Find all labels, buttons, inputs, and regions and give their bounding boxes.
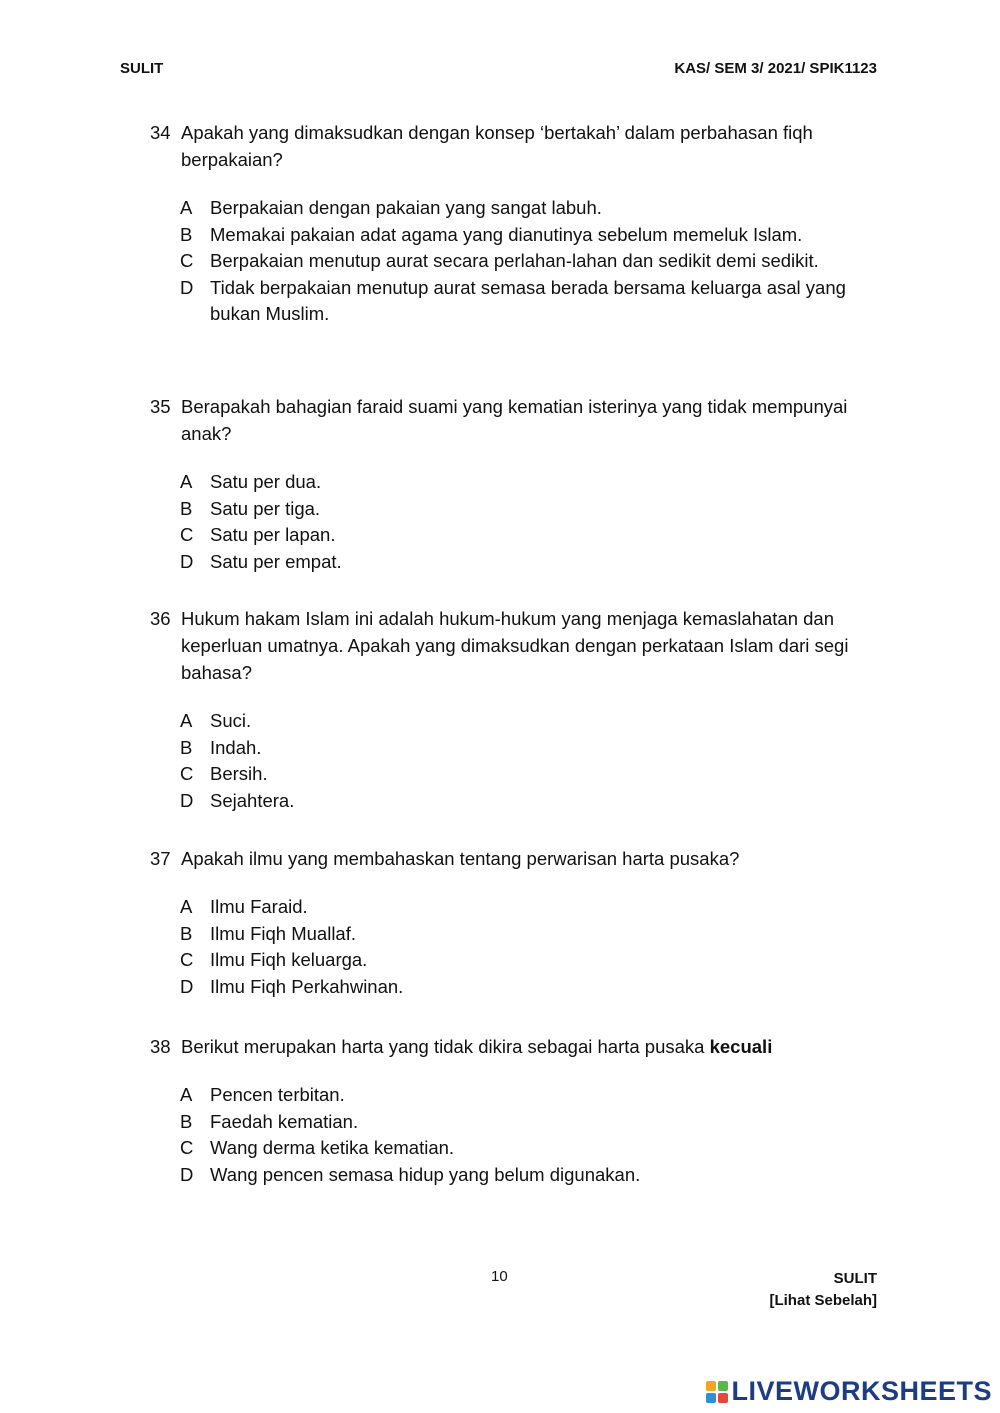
- option-b[interactable]: [180, 921, 880, 948]
- option-text: Memakai pakaian adat agama yang dianutinya sebelum memeluk Islam.: [210, 223, 803, 245]
- liveworksheets-logo[interactable]: [706, 1376, 992, 1407]
- question-number: 38: [150, 1036, 171, 1057]
- option-b[interactable]: [180, 735, 880, 762]
- question-text-main: Berikut merupakan harta yang tidak dikira sebagai harta pusaka: [181, 1036, 705, 1057]
- option-c[interactable]: [180, 761, 880, 788]
- question-text: Berapakah bahagian faraid suami yang kematian isterinya yang tidak mempunyai anak?: [181, 396, 848, 444]
- option-text: Ilmu Faraid.: [210, 896, 308, 917]
- liveworksheets-wordmark: LIVEWORKSHEETS: [731, 1376, 992, 1406]
- option-text: Berpakaian dengan pakaian yang sangat labuh.: [210, 197, 602, 218]
- option-letter: C: [180, 949, 194, 970]
- option-letter: B: [180, 922, 193, 944]
- option-list: [180, 1082, 880, 1188]
- logo-tile: [706, 1381, 716, 1391]
- option-text: Ilmu Fiqh keluarga.: [210, 949, 368, 970]
- question-emphasis: kecuali: [709, 1036, 773, 1057]
- footer-right: [769, 1268, 877, 1312]
- option-text: Tidak berpakaian menutup aurat semasa berada bersama keluarga asal yang bukan Muslim.: [210, 276, 846, 324]
- footer-next-page: [Lihat Sebelah]: [769, 1292, 877, 1309]
- option-letter: B: [180, 1110, 193, 1132]
- footer-sulit: SULIT: [833, 1270, 877, 1287]
- question-number: 37: [150, 848, 171, 869]
- option-c[interactable]: [180, 248, 880, 275]
- option-letter: A: [180, 896, 193, 917]
- question-34: [150, 119, 880, 328]
- logo-tile: [718, 1381, 728, 1391]
- option-letter: A: [180, 197, 193, 218]
- header-sulit: SULIT: [120, 60, 164, 77]
- option-letter: D: [180, 1163, 194, 1185]
- option-text: Satu per empat.: [210, 550, 342, 572]
- option-text: Ilmu Fiqh Muallaf.: [210, 922, 356, 944]
- option-letter: B: [180, 736, 193, 758]
- option-list: [180, 708, 880, 814]
- question-36: [150, 605, 880, 814]
- liveworksheets-icon: [706, 1381, 728, 1403]
- option-text: Wang derma ketika kematian.: [210, 1137, 455, 1158]
- option-text: Satu per tiga.: [210, 497, 321, 519]
- option-letter: C: [180, 763, 194, 784]
- option-text: Indah.: [210, 736, 262, 758]
- option-letter: C: [180, 250, 194, 271]
- question-text: [181, 1033, 880, 1060]
- option-text: Satu per dua.: [210, 471, 322, 492]
- option-a[interactable]: [180, 195, 880, 222]
- option-text: Berpakaian menutup aurat secara perlahan-lahan dan sedikit demi sedikit.: [210, 250, 819, 271]
- option-letter: A: [180, 1084, 193, 1105]
- header-exam-code: KAS/ SEM 3/ 2021/ SPIK1123: [674, 60, 877, 77]
- option-letter: B: [180, 497, 193, 519]
- option-list: [180, 195, 880, 328]
- question-number: 34: [150, 122, 171, 143]
- option-letter: D: [180, 276, 194, 298]
- option-letter: C: [180, 1137, 194, 1158]
- option-a[interactable]: [180, 1082, 880, 1109]
- question-37: [150, 845, 880, 1000]
- option-d[interactable]: [180, 974, 880, 1001]
- option-c[interactable]: [180, 947, 880, 974]
- option-list: [180, 469, 880, 575]
- option-text: Suci.: [210, 710, 252, 731]
- option-text: Satu per lapan.: [210, 524, 336, 545]
- option-letter: D: [180, 550, 194, 572]
- option-d[interactable]: [180, 275, 880, 328]
- option-a[interactable]: [180, 469, 880, 496]
- question-text: Apakah ilmu yang membahaskan tentang perwarisan harta pusaka?: [181, 848, 740, 869]
- option-text: Wang pencen semasa hidup yang belum digunakan.: [210, 1163, 641, 1185]
- option-d[interactable]: [180, 549, 880, 576]
- option-b[interactable]: [180, 1109, 880, 1136]
- option-c[interactable]: [180, 1135, 880, 1162]
- option-letter: D: [180, 975, 194, 997]
- page-number: 10: [491, 1268, 508, 1285]
- option-text: Pencen terbitan.: [210, 1084, 345, 1105]
- question-number: 35: [150, 396, 171, 417]
- option-text: Faedah kematian.: [210, 1110, 359, 1132]
- option-letter: D: [180, 789, 194, 811]
- question-38: [150, 1033, 880, 1188]
- option-letter: C: [180, 524, 194, 545]
- option-b[interactable]: [180, 496, 880, 523]
- option-letter: A: [180, 710, 193, 731]
- option-text: Sejahtera.: [210, 789, 295, 811]
- option-d[interactable]: [180, 1162, 880, 1189]
- option-text: Bersih.: [210, 763, 268, 784]
- option-a[interactable]: [180, 894, 880, 921]
- option-text: Ilmu Fiqh Perkahwinan.: [210, 975, 404, 997]
- option-a[interactable]: [180, 708, 880, 735]
- option-c[interactable]: [180, 522, 880, 549]
- option-letter: A: [180, 471, 193, 492]
- question-text: Apakah yang dimaksudkan dengan konsep ‘bertakah’ dalam perbahasan fiqh berpakaian?: [181, 122, 813, 170]
- question-35: [150, 393, 880, 575]
- logo-tile: [706, 1393, 716, 1403]
- logo-tile: [718, 1393, 728, 1403]
- question-number: 36: [150, 608, 171, 629]
- option-d[interactable]: [180, 788, 880, 815]
- question-text: Hukum hakam Islam ini adalah hukum-hukum yang menjaga kemaslahatan dan keperluan umatnya. Apakah yang dimaksudkan dengan perkataan Islam dari segi bahasa?: [181, 608, 849, 683]
- option-b[interactable]: [180, 222, 880, 249]
- option-letter: B: [180, 223, 193, 245]
- option-list: [180, 894, 880, 1000]
